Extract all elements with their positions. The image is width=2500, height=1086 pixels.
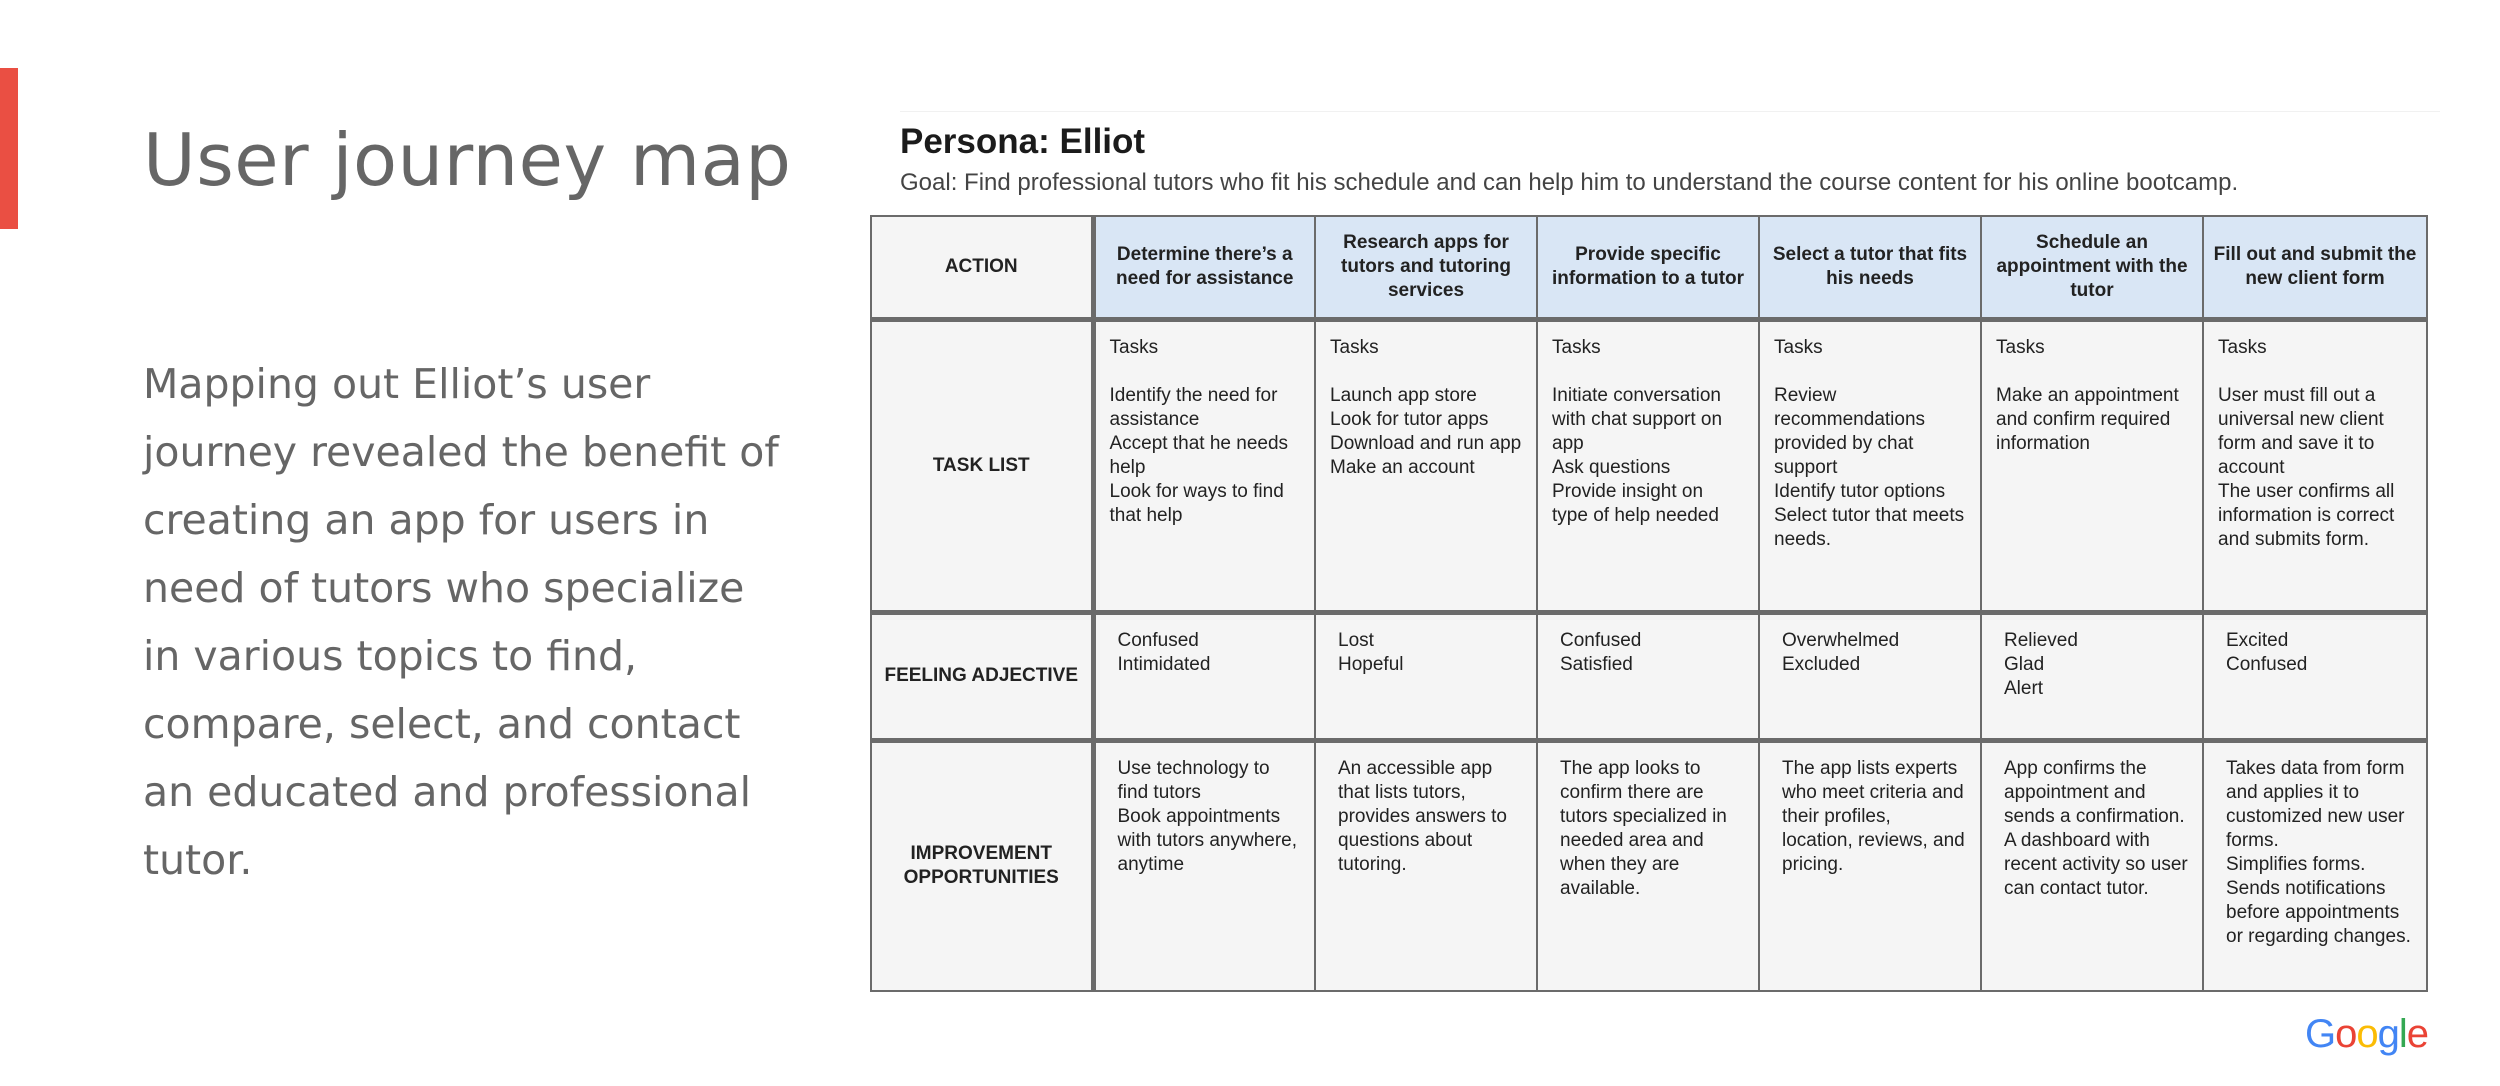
improvement-cell — [2203, 740, 2427, 991]
improvement-cell — [1537, 740, 1759, 991]
task-cell — [2203, 319, 2427, 612]
feeling-item: Glad — [2004, 653, 2045, 675]
tasks-label: Tasks — [2218, 336, 2267, 358]
feeling-item: Confused — [1560, 629, 1642, 651]
accent-bar — [0, 68, 18, 229]
row-label-action: ACTION — [871, 216, 1093, 319]
tasks-label: Tasks — [1996, 336, 2045, 358]
journey-summary: Mapping out Elliot’s user journey revealed the benefit of creating an app for users in need of tutors who specialize in various topics to find, compare, select, and contact an educated and professional tutor. — [143, 360, 779, 884]
task-item: Ask questions — [1552, 456, 1671, 478]
row-label-improvement: IMPROVEMENT OPPORTUNITIES — [871, 740, 1093, 991]
feeling-row — [871, 612, 2427, 740]
tasks-label: Tasks — [1552, 336, 1601, 358]
improvement-item: Takes data from form and applies it to customized new user forms. — [2226, 757, 2405, 851]
improvement-item: App confirms the appointment and sends a confirmation. A dashboard with recent activity so user can contact tutor. — [2004, 757, 2188, 899]
improvement-item: The app looks to confirm there are tutors specialized in needed area and when they are available. — [1560, 757, 1727, 899]
task-item: Identify tutor options — [1774, 480, 1946, 502]
journey-table — [870, 215, 2428, 992]
task-cell — [1759, 319, 1981, 612]
task-cell — [1093, 319, 1315, 612]
feeling-cell — [1093, 612, 1315, 740]
feeling-cell — [1759, 612, 1981, 740]
task-cell — [1315, 319, 1537, 612]
feeling-item: Satisfied — [1560, 653, 1633, 675]
feeling-cell — [2203, 612, 2427, 740]
tasks-label: Tasks — [1109, 336, 1159, 358]
feeling-cell — [1981, 612, 2203, 740]
feeling-item: Confused — [2226, 653, 2308, 675]
stage-header: Provide specific information to a tutor — [1537, 216, 1759, 319]
task-item: Identify the need for assistance — [1109, 384, 1278, 430]
feeling-item: Alert — [2004, 677, 2044, 699]
row-label-task-list: TASK LIST — [871, 319, 1093, 612]
improvement-cell — [1759, 740, 1981, 991]
improvement-row — [871, 740, 2427, 991]
feeling-item: Overwhelmed — [1782, 629, 1900, 651]
task-item: Look for ways to find that help — [1109, 480, 1284, 526]
improvement-cell — [1093, 740, 1315, 991]
task-item: Launch app store — [1330, 384, 1477, 406]
task-item: The user confirms all information is correct and submits form. — [2218, 480, 2395, 550]
improvement-item: Book appointments with tutors anywhere, anytime — [1117, 805, 1298, 875]
task-item: Initiate conversation with chat support on app — [1552, 384, 1723, 454]
feeling-item: Excluded — [1782, 653, 1861, 675]
stage-header: Research apps for tutors and tutoring services — [1315, 216, 1537, 319]
stage-header: Fill out and submit the new client form — [2203, 216, 2427, 319]
task-item: Make an appointment and confirm required information — [1996, 384, 2179, 454]
task-item: Review recommendations provided by chat support — [1774, 384, 1926, 478]
task-cell — [1981, 319, 2203, 612]
task-item: Make an account — [1330, 456, 1475, 478]
feeling-item: Lost — [1338, 629, 1374, 651]
feeling-item: Relieved — [2004, 629, 2078, 651]
feeling-item: Intimidated — [1117, 653, 1211, 675]
task-item: Provide insight on type of help needed — [1552, 480, 1719, 526]
task-item: User must fill out a universal new client form and save it to account — [2218, 384, 2384, 478]
improvement-item: Sends notifications before appointments or regarding changes. — [2226, 877, 2411, 947]
stage-header: Determine there’s a need for assistance — [1093, 216, 1315, 319]
task-item: Accept that he needs help — [1109, 432, 1289, 478]
improvement-item: An accessible app that lists tutors, provides answers to questions about tutoring. — [1338, 757, 1507, 875]
task-item: Look for tutor apps — [1330, 408, 1489, 430]
task-cell — [1537, 319, 1759, 612]
feeling-cell — [1537, 612, 1759, 740]
improvement-cell — [1981, 740, 2203, 991]
feeling-cell — [1315, 612, 1537, 740]
task-item: Select tutor that meets needs. — [1774, 504, 1965, 550]
feeling-item: Confused — [1117, 629, 1199, 651]
tasks-label: Tasks — [1774, 336, 1823, 358]
feeling-item: Excited — [2226, 629, 2289, 651]
stage-header: Schedule an appointment with the tutor — [1981, 216, 2203, 319]
divider — [900, 111, 2440, 112]
row-label-feeling: FEELING ADJECTIVE — [871, 612, 1093, 740]
improvement-item: Use technology to find tutors — [1117, 757, 1270, 803]
improvement-item: The app lists experts who meet criteria and their profiles, location, reviews, and pricing. — [1782, 757, 1965, 875]
slide-title: User journey map — [143, 118, 792, 202]
stage-header: Select a tutor that fits his needs — [1759, 216, 1981, 319]
google-logo: Google — [2305, 1012, 2429, 1056]
feeling-item: Hopeful — [1338, 653, 1404, 675]
improvement-cell — [1315, 740, 1537, 991]
persona-goal: Goal: Find professional tutors who fit his schedule and can help him to understand the course content for his online bootcamp. — [900, 169, 2239, 196]
improvement-item: Simplifies forms. — [2226, 853, 2366, 875]
task-list-row — [871, 319, 2427, 612]
tasks-label: Tasks — [1330, 336, 1379, 358]
task-item: Download and run app — [1330, 432, 1522, 454]
action-row — [871, 216, 2427, 319]
persona-name: Persona: Elliot — [900, 122, 1146, 161]
